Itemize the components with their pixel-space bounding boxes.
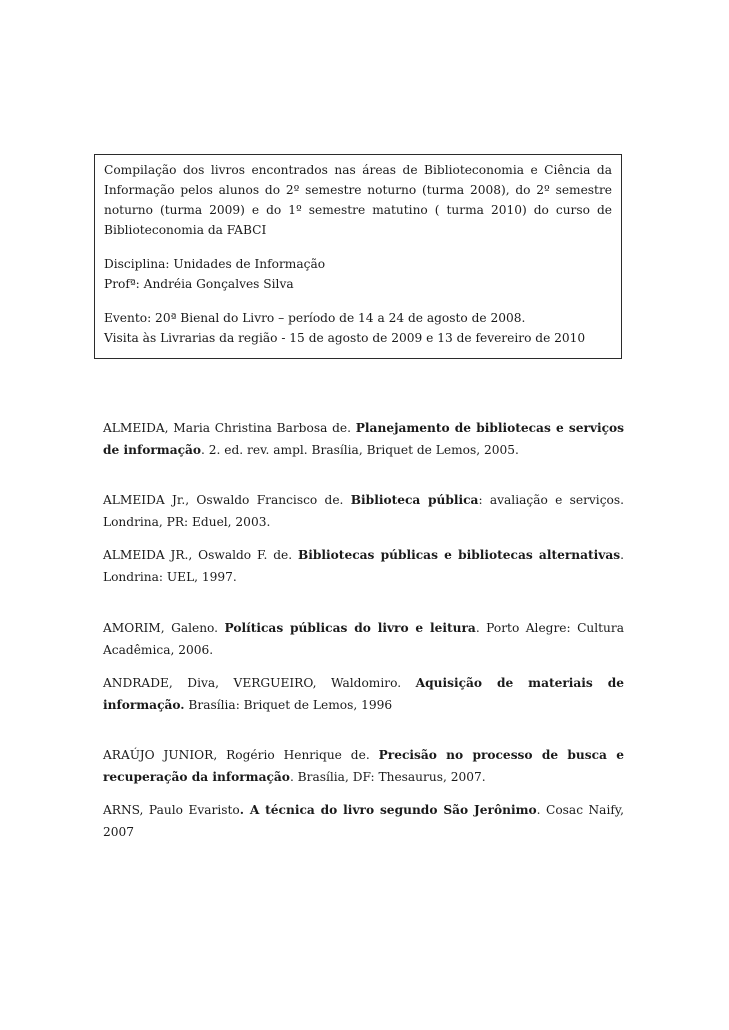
header-info-box — [94, 154, 622, 359]
reference-entry: ALMEIDA, Maria Christina Barbosa de. Planejamento de bibliotecas e serviços de informação. 2. ed. rev. ampl. Brasília, Briquet de Lemos, 2005. — [103, 421, 625, 457]
intro-paragraph: Compilação dos livros encontrados nas áreas de Biblioteconomia e Ciência da Informação pelos alunos do 2º semestre noturno (turma 2008), do 2º semestre noturno (turma 2009) e do 1º semestre matutino ( turma 2010) do curso de Biblioteconomia da FABCI — [104, 163, 612, 237]
professor-line: Profª: Andréia Gonçalves Silva — [104, 277, 294, 291]
reference-entry: AMORIM, Galeno. Políticas públicas do livro e leitura. Porto Alegre: Cultura Acadêmica, 2006. — [103, 621, 624, 657]
visit-line: Visita às Livrarias da região - 15 de agosto de 2009 e 13 de fevereiro de 2010 — [104, 331, 586, 345]
event-line: Evento: 20ª Bienal do Livro – período de 14 a 24 de agosto de 2008. — [104, 311, 526, 325]
reference-entry: ARAÚJO JUNIOR, Rogério Henrique de. Precisão no processo de busca e recuperação da informação. Brasília, DF: Thesaurus, 2007. — [103, 748, 624, 784]
reference-entry: ALMEIDA JR., Oswaldo F. de. Bibliotecas públicas e bibliotecas alternativas. Londrina: UEL, 1997. — [103, 548, 624, 584]
reference-entry: ARNS, Paulo Evaristo. A técnica do livro segundo São Jerônimo. Cosac Naify, 2007 — [103, 803, 624, 839]
reference-entry: ANDRADE, Diva, VERGUEIRO, Waldomiro. Aquisição de materiais de informação. Brasília: Briquet de Lemos, 1996 — [103, 676, 624, 712]
discipline-line: Disciplina: Unidades de Informação — [104, 257, 326, 271]
reference-entry: ALMEIDA Jr., Oswaldo Francisco de. Biblioteca pública: avaliação e serviços. Londrina, PR: Eduel, 2003. — [103, 493, 624, 529]
